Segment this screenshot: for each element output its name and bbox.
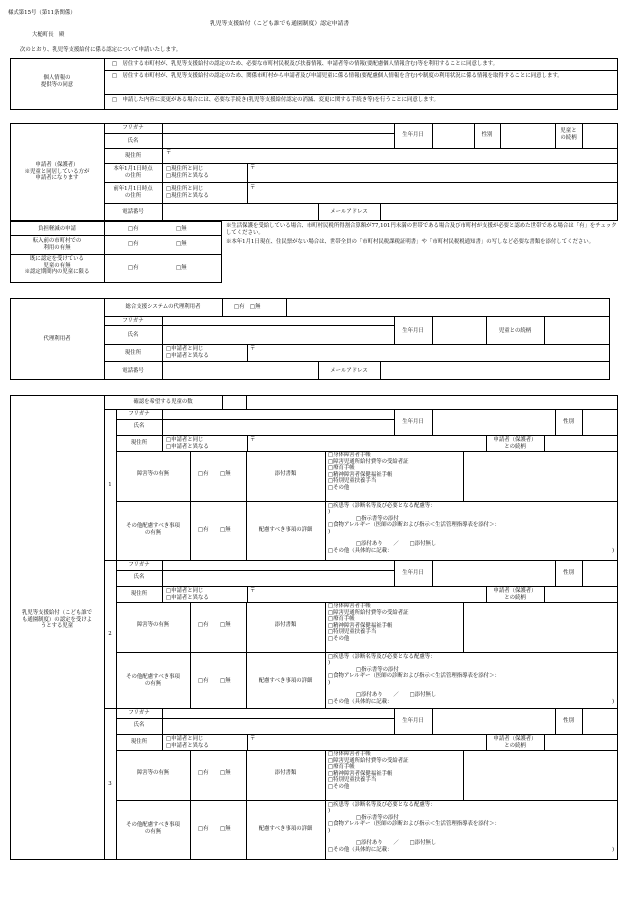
child-disability-yes[interactable]: □有 bbox=[198, 770, 209, 776]
child-relation-label: 申請者（保護者） との続柄 bbox=[493, 437, 537, 450]
agent-birthdate-label: 生年月日 bbox=[402, 328, 424, 334]
child-care-line[interactable]: □指示書等の添付 bbox=[356, 516, 399, 522]
child-care-needed-label: その他配慮すべき事項 の有無 bbox=[126, 674, 180, 687]
child-care-detail-label: 配慮すべき事項の詳細 bbox=[258, 527, 313, 533]
child-care-no[interactable]: □無 bbox=[220, 826, 231, 832]
child-care-yes[interactable]: □有 bbox=[198, 527, 209, 533]
children-count-field[interactable] bbox=[223, 396, 246, 409]
child-birthdate-label: 生年月日 bbox=[402, 419, 424, 425]
child-birthdate-label: 生年月日 bbox=[402, 718, 424, 724]
child-care-line: ) bbox=[328, 529, 331, 535]
child-care-line: ) bbox=[328, 509, 331, 515]
child-furigana-label: フリガナ bbox=[128, 710, 150, 716]
child-care-line[interactable]: □その他（具体的に記載： bbox=[328, 847, 393, 853]
child-care-line[interactable]: □添付あり ／ □添付無し bbox=[356, 840, 437, 846]
child-relation-label: 申請者（保護者） との続柄 bbox=[493, 736, 537, 749]
child-care-line[interactable]: □その他（具体的に記載： bbox=[328, 548, 393, 554]
child-address-options[interactable]: □申請者と同じ □申請者と異なる bbox=[166, 588, 209, 601]
child-documents-list[interactable]: □身体障害者手帳 □障害児通所給付費等の受給者証 □療育手帳 □精神障害者保健福祉手帳 □特別児童扶養手当 □その他 bbox=[328, 751, 409, 790]
child-care-line: ) bbox=[612, 847, 615, 853]
extras-note-1: ※生活保護を受給している場合、市町村民税所得割合算額が77,101円未満の世帯である場合及び市町村が支援が必要と認めた世帯である場合は「有」をチェックしてください。 bbox=[226, 223, 617, 236]
child-care-line[interactable]: □疾患等（診断名等及び必要となる配慮等： bbox=[328, 503, 436, 509]
child-disability-yes[interactable]: □有 bbox=[198, 622, 209, 628]
child-care-line[interactable]: □その他（具体的に記載： bbox=[328, 699, 393, 705]
child-care-line: ) bbox=[612, 699, 615, 705]
child-documents-list[interactable]: □身体障害者手帳 □障害児通所給付費等の受給者証 □療育手帳 □精神障害者保健福祉手帳 □特別児童扶養手当 □その他 bbox=[328, 452, 409, 491]
certified-yes[interactable]: □有 bbox=[128, 265, 139, 271]
child-disability-no[interactable]: □無 bbox=[220, 471, 231, 477]
child-care-line: ) bbox=[328, 680, 331, 686]
child-care-detail-label: 配慮すべき事項の詳細 bbox=[258, 826, 313, 832]
applicant-furigana-label: フリガナ bbox=[122, 125, 144, 131]
children-count-label: 確認を希望する児童の数 bbox=[133, 399, 193, 405]
agent-relation-label: 児童との続柄 bbox=[498, 328, 532, 334]
child-care-line[interactable]: □指示書等の添付 bbox=[356, 815, 399, 821]
child-care-yes[interactable]: □有 bbox=[198, 678, 209, 684]
child-entry-number: 3 bbox=[108, 781, 112, 787]
child-name-label: 氏名 bbox=[133, 574, 145, 580]
child-documents-label: 添付書類 bbox=[274, 622, 297, 628]
child-care-no[interactable]: □無 bbox=[220, 678, 231, 684]
postal-mark: 〒 bbox=[250, 736, 256, 742]
agent-address-options[interactable]: □申請者と同じ □申請者と異なる bbox=[166, 346, 209, 359]
postal-mark: 〒 bbox=[250, 185, 256, 191]
child-furigana-label: フリガナ bbox=[128, 562, 150, 568]
agent-furigana-label: フリガナ bbox=[122, 318, 144, 324]
child-care-no[interactable]: □無 bbox=[220, 527, 231, 533]
applicant-relation-label: 児童と の続柄 bbox=[560, 128, 577, 141]
applicant-email-label: メールアドレス bbox=[330, 209, 368, 215]
agent-phone-label: 電話番号 bbox=[122, 368, 144, 374]
applicant-address-label: 現住所 bbox=[124, 153, 142, 159]
child-address-label: 現住所 bbox=[130, 739, 148, 745]
burden-yes[interactable]: □有 bbox=[128, 226, 139, 232]
applicant-phone-label: 電話番号 bbox=[122, 209, 144, 215]
burden-no[interactable]: □無 bbox=[176, 226, 187, 232]
agent-system-yes-no[interactable]: □有 □無 bbox=[234, 304, 261, 310]
child-documents-label: 添付書類 bbox=[274, 471, 297, 477]
child-relation-label: 申請者（保護者） との続柄 bbox=[493, 588, 537, 601]
agent-address-label: 現住所 bbox=[124, 350, 142, 356]
child-care-line[interactable]: □添付あり ／ □添付無し bbox=[356, 541, 437, 547]
intro-text: 次のとおり、乳児等支援給付に係る認定について申請いたします。 bbox=[20, 47, 182, 53]
child-address-options[interactable]: □申請者と同じ □申請者と異なる bbox=[166, 437, 209, 450]
child-disability-no[interactable]: □無 bbox=[220, 770, 231, 776]
child-care-line: ) bbox=[328, 660, 331, 666]
agent-name-label: 氏名 bbox=[127, 332, 139, 338]
consent-label: 個人情報の 提供等の同意 bbox=[40, 75, 74, 88]
addressee: 大槌町長 殿 bbox=[32, 32, 65, 38]
prev-use-yes[interactable]: □有 bbox=[128, 241, 139, 247]
certified-no[interactable]: □無 bbox=[176, 265, 187, 271]
child-address-options[interactable]: □申請者と同じ □申請者と異なる bbox=[166, 736, 209, 749]
extras-note-2: ※本年1月1日現在、住民票がない場合は、世帯全員の「市町村民税課税証明書」や「市町村民税税通知書」の写しなど必要な書類を添付してください。 bbox=[226, 239, 595, 245]
child-care-line: ) bbox=[612, 548, 615, 554]
jan1-this-year-options[interactable]: □現住所と同じ □現住所と異なる bbox=[166, 166, 209, 179]
child-gender-label: 性別 bbox=[563, 419, 574, 425]
child-care-line: ) bbox=[328, 828, 331, 834]
child-care-line[interactable]: □食物アレルギー（医師の診断および指示＜生活管理指導表を添付＞： bbox=[328, 821, 500, 827]
consent-item-2[interactable]: □ 居住する市町村が、乳児等支援給付の認定のため、関係市町村から申請者及び申請児童に係る情報(要配慮個人情報を含む)や制度の利用状況に係る情報を取得することに同意します。 bbox=[112, 73, 563, 79]
child-disability-label: 障害等の有無 bbox=[136, 622, 170, 628]
applicant-birthdate-label: 生年月日 bbox=[402, 132, 424, 138]
child-disability-label: 障害等の有無 bbox=[136, 471, 170, 477]
child-care-line[interactable]: □食物アレルギー（医師の診断および指示＜生活管理指導表を添付＞： bbox=[328, 673, 500, 679]
child-address-label: 現住所 bbox=[130, 591, 148, 597]
child-name-label: 氏名 bbox=[133, 423, 145, 429]
jan1-last-year-options[interactable]: □現住所と同じ □現住所と異なる bbox=[166, 186, 209, 199]
child-entry-number: 2 bbox=[108, 631, 112, 637]
children-section-label: 乳児等支援給付（こども誰で も通園制度）の認定を受けよ うとする児童 bbox=[21, 610, 93, 630]
burden-label: 負担軽減の申請 bbox=[38, 226, 76, 232]
jan1-this-year-label: 本年1月1日時点 の住所 bbox=[113, 166, 153, 179]
postal-mark: 〒 bbox=[250, 588, 256, 594]
jan1-last-year-label: 前年1月1日時点 の住所 bbox=[113, 186, 153, 199]
child-care-line[interactable]: □添付あり ／ □添付無し bbox=[356, 692, 437, 698]
postal-mark: 〒 bbox=[250, 165, 256, 171]
child-care-line: ) bbox=[328, 808, 331, 814]
applicant-section-label: 申請者（保護者） ※児童と同居している方が 申請者になります bbox=[24, 162, 90, 182]
child-care-line[interactable]: □疾患等（診断名等及び必要となる配慮等： bbox=[328, 654, 436, 660]
child-care-needed-label: その他配慮すべき事項 の有無 bbox=[126, 822, 180, 835]
postal-mark: 〒 bbox=[166, 150, 172, 156]
child-care-needed-label: その他配慮すべき事項 の有無 bbox=[126, 523, 180, 536]
consent-item-1[interactable]: □ 居住する市町村が、乳児等支援給付の認定のため、必要な市町村民税及び扶養情報、申請者等の情報(要配慮個人情報含む)等を利用することに同意します。 bbox=[112, 61, 498, 67]
postal-mark: 〒 bbox=[250, 346, 256, 352]
prev-use-label: 転入前の市町村での 利用の有無 bbox=[32, 238, 82, 251]
applicant-gender-label: 性別 bbox=[481, 132, 493, 138]
child-gender-label: 性別 bbox=[563, 718, 574, 724]
certified-label: 既に認定を受けている 児童の有無 ※認定期間内の児童に限る bbox=[24, 256, 90, 276]
agent-email-label: メールアドレス bbox=[330, 368, 368, 374]
child-disability-no[interactable]: □無 bbox=[220, 622, 231, 628]
child-documents-label: 添付書類 bbox=[274, 770, 297, 776]
agent-section-label: 代理利用者 bbox=[43, 336, 71, 342]
child-disability-yes[interactable]: □有 bbox=[198, 471, 209, 477]
child-documents-list[interactable]: □身体障害者手帳 □障害児通所給付費等の受給者証 □療育手帳 □精神障害者保健福祉手帳 □特別児童扶養手当 □その他 bbox=[328, 603, 409, 642]
child-name-label: 氏名 bbox=[133, 722, 145, 728]
child-care-line[interactable]: □指示書等の添付 bbox=[356, 667, 399, 673]
form-number: 様式第15号（第11条関係） bbox=[8, 10, 76, 16]
child-gender-label: 性別 bbox=[563, 570, 574, 576]
child-care-detail-label: 配慮すべき事項の詳細 bbox=[258, 678, 313, 684]
prev-use-no[interactable]: □無 bbox=[176, 241, 187, 247]
child-care-line[interactable]: □疾患等（診断名等及び必要となる配慮等： bbox=[328, 802, 436, 808]
postal-mark: 〒 bbox=[250, 437, 256, 443]
consent-item-3[interactable]: □ 申請した内容に変更がある場合には、必要な手続き(乳児等支援給付認定の消滅、変更に関する手続き等)を行うことに同意します。 bbox=[112, 97, 439, 103]
applicant-name-label: 氏名 bbox=[127, 138, 139, 144]
form-title: 乳児等支援給付（こども誰でも通園制度）認定申請書 bbox=[210, 21, 350, 27]
child-care-line[interactable]: □食物アレルギー（医師の診断および指示＜生活管理指導表を添付＞： bbox=[328, 522, 500, 528]
child-disability-label: 障害等の有無 bbox=[136, 770, 170, 776]
agent-system-label: 総合支援システムの代理利用者 bbox=[125, 304, 201, 310]
child-care-yes[interactable]: □有 bbox=[198, 826, 209, 832]
child-entry-number: 1 bbox=[108, 481, 112, 488]
child-furigana-label: フリガナ bbox=[128, 411, 150, 417]
child-address-label: 現住所 bbox=[130, 440, 148, 446]
child-birthdate-label: 生年月日 bbox=[402, 570, 424, 576]
